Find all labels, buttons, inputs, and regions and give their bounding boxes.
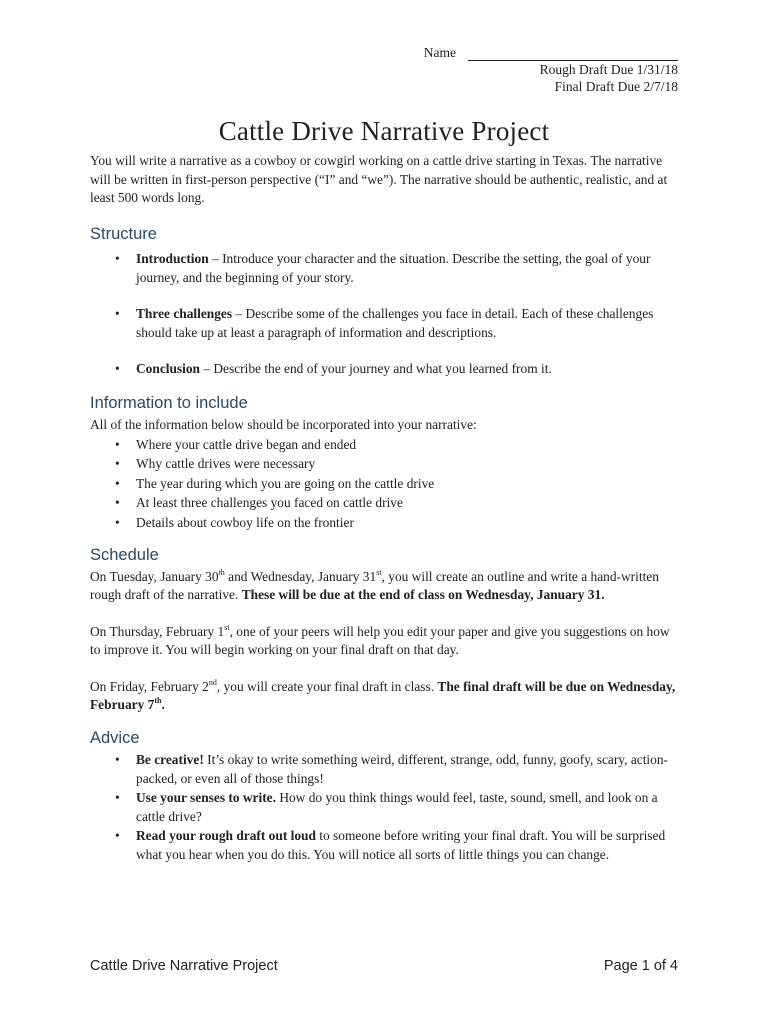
document-body — [90, 152, 678, 864]
list-item — [90, 250, 678, 287]
text-run: , one of your peers will help you edit your paper and give you suggestions on how to improve it. You will begin working on your final draft on that day. — [90, 623, 670, 657]
page-number: Page 1 of 4 — [603, 958, 678, 974]
text-run: , you will create your final draft in class. — [216, 678, 438, 694]
bullet-icon: • — [115, 251, 120, 266]
header-block — [424, 44, 678, 95]
item-text: Details about cowboy life on the frontier — [136, 514, 354, 530]
page-title: Cattle Drive Narrative Project — [218, 116, 550, 146]
item-text: – Describe the end of your journey and what you learned from it. — [200, 361, 552, 376]
structure-heading: Structure — [90, 224, 157, 243]
schedule-heading: Schedule — [90, 546, 159, 564]
schedule-paragraph-3 — [90, 678, 678, 715]
ordinal-suffix: st — [376, 567, 382, 577]
item-term: Use your senses to write. — [136, 790, 276, 805]
text-run: On Thursday, February 1 — [90, 623, 225, 639]
list-item — [90, 827, 678, 864]
list-item — [90, 789, 678, 826]
ordinal-suffix: th — [154, 696, 162, 705]
list-item — [90, 494, 678, 513]
ordinal-suffix: nd — [208, 677, 217, 687]
footer-title: Cattle Drive Narrative Project — [90, 958, 278, 974]
list-item — [90, 305, 678, 342]
final-draft-due: Final Draft Due 2/7/18 — [554, 79, 678, 94]
bold-text: These will be due at the end of class on Wednesday, January 31. — [241, 587, 605, 602]
bullet-icon: • — [115, 828, 120, 843]
list-item — [90, 436, 678, 455]
bullet-icon: • — [115, 456, 120, 471]
info-heading: Information to include — [90, 393, 248, 412]
name-blank-line — [468, 47, 678, 61]
item-text: to someone before writing your final draft. You will be surprised what you hear when you do this. You will notice all sorts of little things you can change. — [136, 828, 666, 862]
bullet-icon: • — [115, 790, 120, 805]
item-term: Introduction — [136, 251, 209, 266]
schedule-paragraph-1 — [90, 568, 678, 605]
ordinal-suffix: st — [224, 622, 230, 632]
item-term: Read your rough draft out loud — [136, 828, 316, 843]
schedule-paragraph-2 — [90, 623, 678, 660]
bullet-icon: • — [115, 514, 120, 530]
info-lead: All of the information below should be incorporated into your narrative: — [90, 417, 477, 432]
text-run: , you will create an outline and write a hand-written rough draft of the narrative. — [90, 568, 659, 602]
bullet-icon: • — [115, 475, 120, 491]
text-run: On Tuesday, January 30 — [90, 568, 219, 584]
list-item — [90, 514, 678, 533]
advice-list — [90, 751, 678, 864]
text-run: On Friday, February 2 — [90, 678, 209, 694]
advice-heading: Advice — [90, 728, 140, 747]
item-term: Conclusion — [136, 361, 200, 376]
item-text: It’s okay to write something weird, different, strange, odd, funny, goofy, scary, action-packed, or even all of those things! — [136, 752, 669, 786]
bullet-icon: • — [115, 495, 120, 510]
item-text: At least three challenges you faced on cattle drive — [136, 495, 403, 510]
page-footer — [90, 958, 678, 974]
item-text: – Introduce your character and the situation. Describe the setting, the goal of your journey, and the beginning of your story. — [136, 251, 651, 285]
bullet-icon: • — [115, 436, 120, 452]
list-item — [90, 360, 678, 379]
name-label: Name — [423, 45, 456, 60]
rough-draft-due: Rough Draft Due 1/31/18 — [539, 62, 678, 77]
item-text: How do you think things would feel, taste, sound, smell, and look on a cattle drive? — [136, 790, 658, 824]
item-term: Three challenges — [136, 306, 233, 321]
list-item — [90, 475, 678, 494]
text-run: and Wednesday, January 31 — [224, 568, 377, 584]
item-text: – Describe some of the challenges you face in detail. Each of these challenges should take up at least a paragraph of information and descriptions. — [136, 306, 654, 340]
list-item — [90, 455, 678, 474]
name-row — [424, 44, 678, 61]
text-run: The final draft will be due on Wednesday, February 7 — [90, 678, 676, 712]
item-text: Why cattle drives were necessary — [136, 456, 316, 471]
item-text: Where your cattle drive began and ended — [136, 436, 357, 452]
structure-list — [90, 250, 678, 379]
bullet-icon: • — [115, 752, 120, 767]
bullet-icon: • — [115, 361, 120, 376]
item-text: The year during which you are going on the cattle drive — [136, 475, 435, 491]
intro-paragraph: You will write a narrative as a cowboy or cowgirl working on a cattle drive starting in Texas. The narrative will be written in first-person perspective (“I” and “we”). The narrative should be authentic, realistic, and at least 500 words long. — [90, 153, 668, 205]
text-run: . — [161, 697, 165, 712]
item-term: Be creative! — [136, 752, 204, 767]
ordinal-suffix: th — [218, 567, 225, 577]
list-item — [90, 751, 678, 788]
bullet-icon: • — [115, 306, 120, 321]
info-list — [90, 436, 678, 533]
